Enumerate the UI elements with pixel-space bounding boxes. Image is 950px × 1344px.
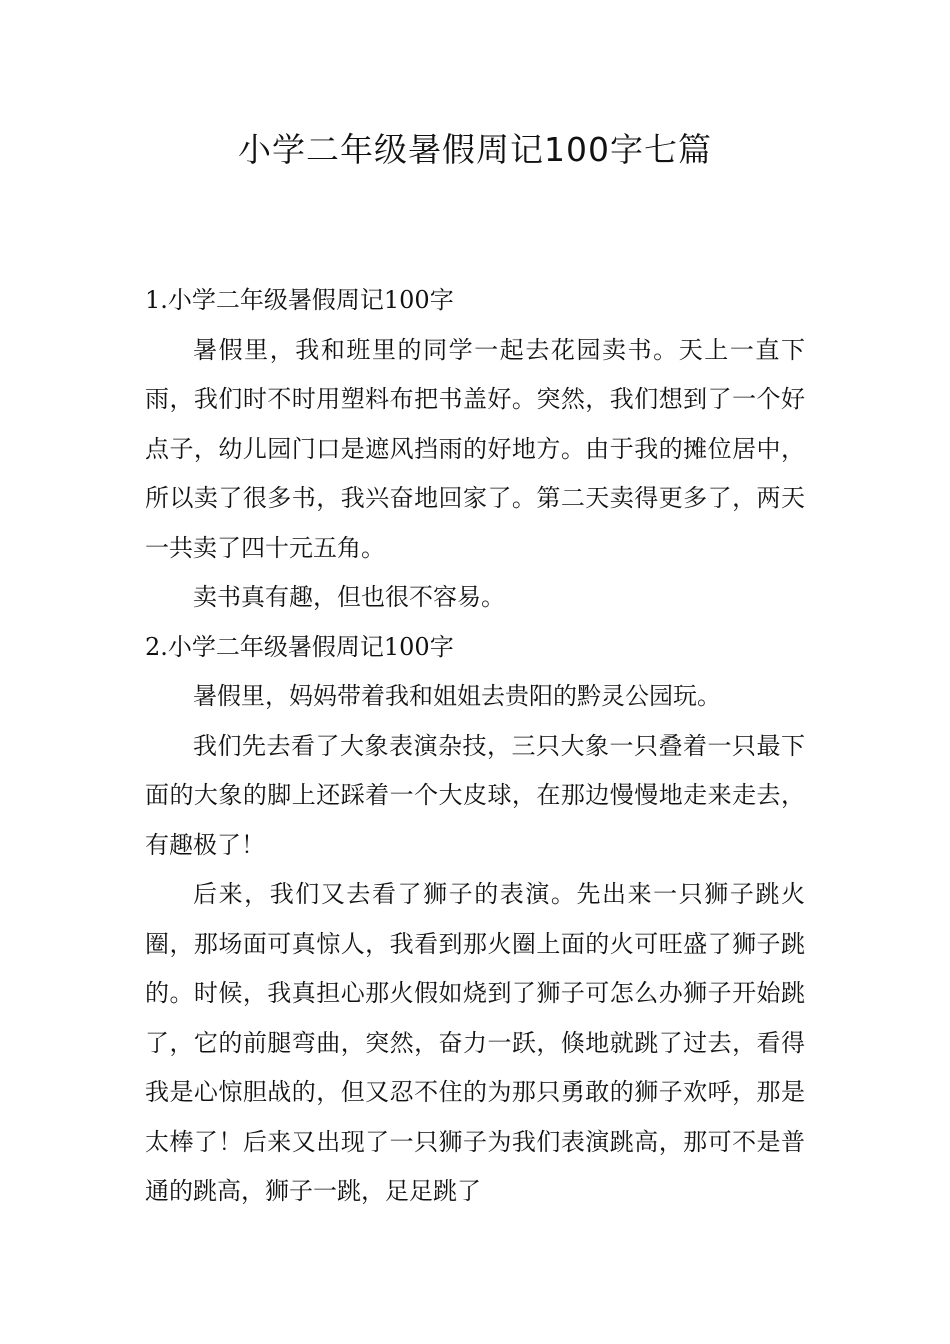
paragraph: 暑假里，我和班里的同学一起去花园卖书。天上一直下雨，我们时不时用塑料布把书盖好。突然，我们想到了一个好点子，幼儿园门口是遮风挡雨的好地方。由于我的摊位居中，所以卖了很多书，我兴奋地回家了。第二天卖得更多了，两天一共卖了四十元五角。: [145, 335, 805, 562]
page-title: 小学二年级暑假周记100字七篇: [238, 130, 712, 169]
paragraph: 后来，我们又去看了狮子的表演。先出来一只狮子跳火圈，那场面可真惊人，我看到那火圈上面的火可旺盛了狮子跳的。时候，我真担心那火假如烧到了狮子可怎么办狮子开始跳了，它的前腿弯曲，突然，奋力一跃，倏地就跳了过去，看得我是心惊胆战的，但又忍不住的为那只勇敢的狮子欢呼，那是太棒了！后来又出现了一只狮子为我们表演跳高，那可不是普通的跳高，狮子一跳，足足跳了: [145, 880, 805, 1205]
section-1: [145, 276, 805, 623]
paragraph: 卖书真有趣，但也很不容易。: [193, 583, 505, 611]
paragraph: 我们先去看了大象表演杂技，三只大象一只叠着一只最下面的大象的脚上还踩着一个大皮球，在那边慢慢地走来走去，有趣极了！: [145, 731, 805, 859]
section-heading: 1.小学二年级暑假周记100字: [145, 286, 454, 314]
document-body: [145, 276, 805, 1217]
paragraph: 暑假里，妈妈带着我和姐姐去贵阳的黔灵公园玩。: [193, 682, 721, 710]
section-2: [145, 623, 805, 1217]
section-heading: 2.小学二年级暑假周记100字: [145, 632, 454, 661]
